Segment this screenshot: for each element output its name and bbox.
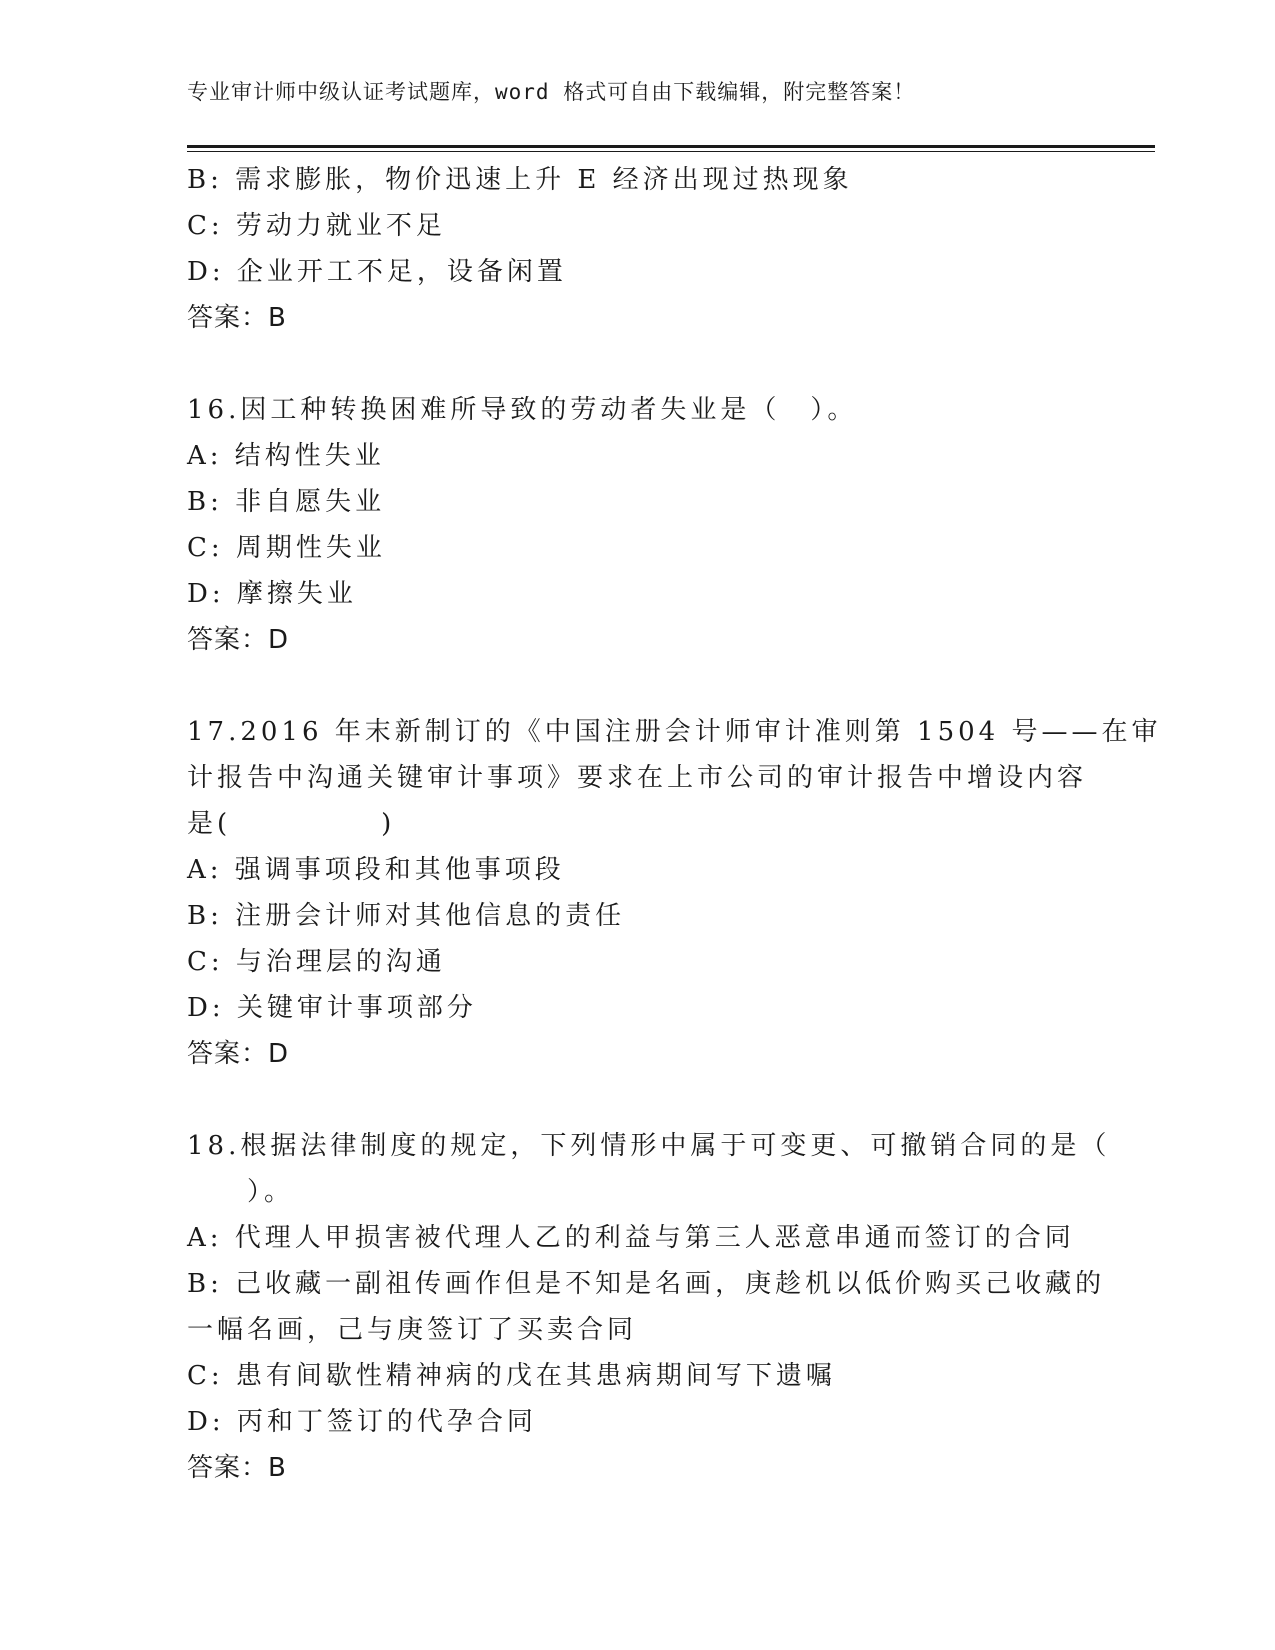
spacer xyxy=(187,341,1087,387)
spacer xyxy=(187,1077,1087,1123)
option-b: B: 注册会计师对其他信息的责任 xyxy=(187,901,626,931)
document-body xyxy=(187,157,1162,1491)
option-b: B: 己收藏一副祖传画作但是不知是名画，庚趁机以低价购买己收藏的 xyxy=(187,1269,1106,1299)
option-d: D: 丙和丁签订的代孕合同 xyxy=(187,1407,537,1437)
option-c: C: 患有间歇性精神病的戊在其患病期间写下遗嘱 xyxy=(187,1361,836,1391)
option-a: A: 代理人甲损害被代理人乙的利益与第三人恶意串通而签订的合同 xyxy=(187,1223,1075,1253)
answer-label: 答案：B xyxy=(187,1453,287,1483)
document-header: 专业审计师中级认证考试题库，word 格式可自由下载编辑，附完整答案！ xyxy=(187,80,916,104)
question-17 xyxy=(187,709,1162,1077)
option-b-continuation: 一幅名画，己与庚签订了买卖合同 xyxy=(187,1315,638,1345)
answer-label: 答案：D xyxy=(187,625,290,655)
question-16 xyxy=(187,387,1087,663)
answer-label: 答案：B xyxy=(187,303,287,333)
option-a: A: 结构性失业 xyxy=(187,441,385,471)
question-text: 16.因工种转换困难所导致的劳动者失业是（ ）。 xyxy=(187,395,858,425)
spacer xyxy=(187,663,1087,709)
option-d: D: 企业开工不足，设备闲置 xyxy=(187,257,567,287)
question-18 xyxy=(187,1123,1111,1491)
option-b: B: 非自愿失业 xyxy=(187,487,386,517)
question-text-line-2: ）。 xyxy=(187,1177,295,1207)
question-text-line-1: 17.2016 年末新制订的《中国注册会计师审计准则第 1504 号——在审 xyxy=(187,717,1162,747)
answer-label: 答案：D xyxy=(187,1039,290,1069)
option-c: C: 与治理层的沟通 xyxy=(187,947,446,977)
question-text-line-3: 是( ) xyxy=(187,809,396,839)
option-b: B: 需求膨胀，物价迅速上升 E 经济出现过热现象 xyxy=(187,165,853,195)
option-d: D: 摩擦失业 xyxy=(187,579,357,609)
question-15-tail xyxy=(187,157,1087,341)
option-a: A: 强调事项段和其他事项段 xyxy=(187,855,565,885)
option-c: C: 周期性失业 xyxy=(187,533,386,563)
option-c: C: 劳动力就业不足 xyxy=(187,211,446,241)
question-text-line-1: 18.根据法律制度的规定，下列情形中属于可变更、可撤销合同的是（ xyxy=(187,1131,1111,1161)
header-rule-thick xyxy=(187,145,1155,148)
header-rule-thin xyxy=(187,151,1155,152)
question-text-line-2: 计报告中沟通关键审计事项》要求在上市公司的审计报告中增设内容 xyxy=(187,763,1088,793)
option-d: D: 关键审计事项部分 xyxy=(187,993,477,1023)
